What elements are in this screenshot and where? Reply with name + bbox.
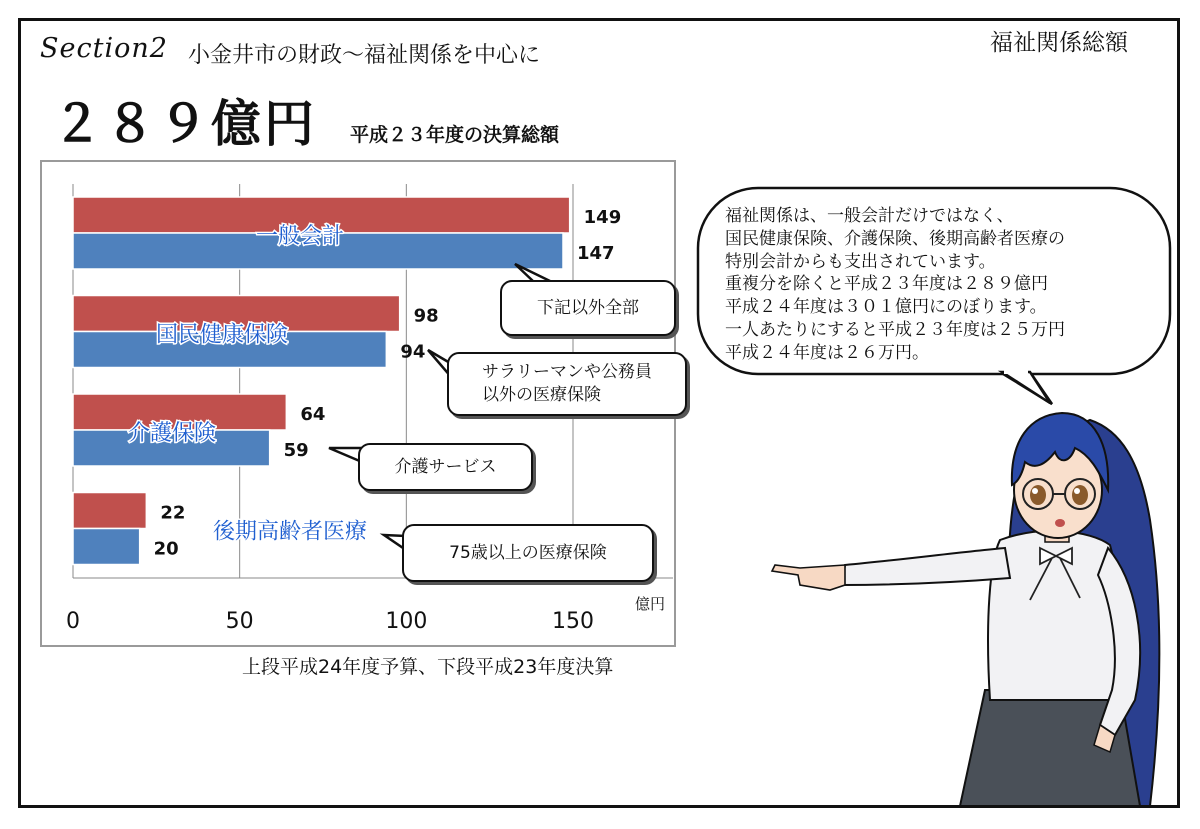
total-amount: ２８９億円 — [52, 95, 317, 153]
callout-care-text: 介護サービス — [394, 456, 497, 477]
speech-line: 平成２４年度は２６万円。 — [725, 342, 929, 363]
chart-footnote: 上段平成24年度予算、下段平成23年度決算 — [242, 656, 614, 678]
data-label: 94 — [400, 341, 426, 363]
category-label: 後期高齢者医療 — [212, 519, 368, 545]
data-label: 59 — [283, 440, 309, 461]
data-label: 64 — [300, 404, 326, 425]
data-label: 20 — [153, 538, 179, 560]
category-label: 国民健康保険 — [155, 322, 289, 348]
x-tick-label: 150 — [552, 609, 594, 634]
category-label: 一般会計 — [255, 224, 345, 249]
total-amount-note: 平成２３年度の決算総額 — [350, 124, 560, 146]
speech-line: 福祉関係は、一般会計だけではなく、 — [725, 206, 1014, 226]
speech-line: 平成２４年度は３０１億円にのぼります。 — [725, 297, 1047, 318]
speech-line: 重複分を除くと平成２３年度は２８９億円 — [725, 274, 1048, 295]
speech-line: 特別会計からも支出されています。 — [725, 251, 996, 272]
x-tick-label: 50 — [225, 609, 254, 634]
data-label: 98 — [413, 305, 439, 327]
data-label: 22 — [160, 502, 186, 524]
data-label: 149 — [583, 207, 622, 228]
callout-nhi-line-1: サラリーマンや公務員 — [482, 362, 652, 383]
x-axis-unit: 億円 — [634, 595, 666, 613]
callout-elderly-text: 75歳以上の医療保険 — [449, 542, 607, 563]
category-label: 介護保険 — [127, 421, 217, 446]
x-tick-label: 0 — [66, 609, 80, 634]
callout-general-account-text: 下記以外全部 — [537, 297, 639, 318]
section-label: Section2 — [40, 33, 168, 64]
speech-line: 国民健康保険、介護保険、後期高齢者医療の — [725, 228, 1065, 249]
speech-line: 一人あたりにすると平成２３年度は２５万円 — [725, 319, 1065, 340]
x-tick-label: 100 — [385, 609, 428, 634]
corner-title: 福祉関係総額 — [990, 30, 1128, 56]
callout-nhi-line-2: 以外の医療保険 — [482, 385, 601, 405]
data-label: 147 — [577, 243, 615, 264]
section-title: 小金井市の財政～福祉関係を中心に — [188, 43, 541, 68]
